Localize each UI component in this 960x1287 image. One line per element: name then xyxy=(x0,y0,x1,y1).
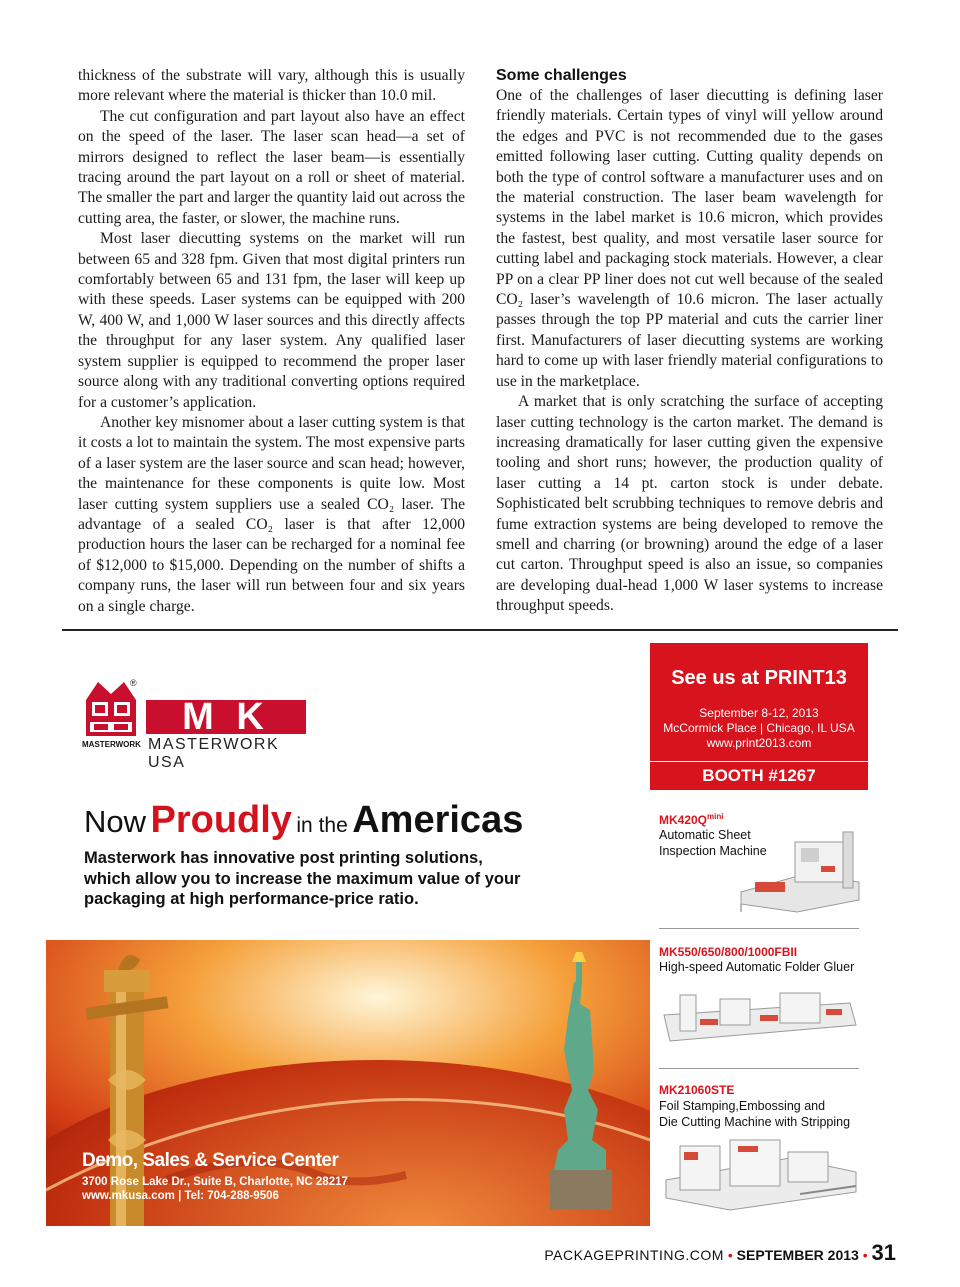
product-desc-line: Foil Stamping,Embossing and xyxy=(659,1099,826,1113)
headline-now: Now xyxy=(84,804,147,839)
paragraph: One of the challenges of laser diecutting is defining laser friendly materials. Certain types of vinyl will yellow around the edges and PVC is not recommended due to the gases emitted following laser cutting. Cutting quality depends on both the type of control software a manufacturer uses and on the material construction. The laser beam wavelength for systems in the label market is 10.6 micron, which provides the fastest, best quality, and most versatile laser source for cutting label and packaging stock materials. However, a clear PP on a clear PP liner does not cut well because of the sealed CO₂ laser’s wavelength of 10.6 micron. The laser actually passes through the top PP material and cuts the carrier liner first. Manufacturers of laser diecutting systems are working hard to come up with laser friendly material configurations to use in the marketplace. xyxy=(496,87,883,390)
demo-center-contact: www.mkusa.com | Tel: 704-288-9506 xyxy=(82,1190,279,1202)
logo-wordmark: M K xyxy=(146,700,306,734)
die-cutting-machine-image xyxy=(660,1132,860,1212)
ad-headline xyxy=(84,798,523,850)
page-number: 31 xyxy=(871,1240,896,1265)
print13-url: www.print2013.com xyxy=(706,736,812,750)
paragraph: Another key misnomer about a laser cutting system is that it costs a lot to maintain the system. The most expensive parts of a laser system are the laser source and scan head; however, the maintenance for these components is quite low. Most laser cutting system suppliers use a sealed CO₂ laser. The advantage of a sealed CO₂ laser is that after 12,000 production hours the laser can be recharged for a nominal fee of $12,000 to $15,000. Depending on the number of shifts a company runs, the laser will run between four and six years on a single charge. xyxy=(78,413,465,615)
article-column-left xyxy=(78,66,465,617)
product-desc-line: Die Cutting Machine with Stripping xyxy=(659,1114,851,1129)
registered-mark: ® xyxy=(130,678,137,688)
product-model xyxy=(659,945,797,959)
headline-in-the: in the xyxy=(296,814,348,837)
product-desc-line: Automatic Sheet xyxy=(659,828,751,842)
masterwork-logo xyxy=(82,678,322,771)
product-model xyxy=(659,812,723,827)
page-footer xyxy=(544,1240,896,1266)
inspection-machine-image xyxy=(735,822,865,914)
paragraph: Most laser diecutting systems on the market will run between 65 and 328 fpm. Given that most digital printers run comfortably between 65 and 131 fpm, the laser will keep up with these speeds. Laser systems can be equipped with 200 W, 400 W, and 1,000 W laser sources and this directly affects the throughput for any laser system. Any qualified laser system supplier is equipped to recommend the proper laser source along with any traditional converting options required for a customer’s application. xyxy=(78,230,465,411)
product-desc-line: High-speed Automatic Folder Gluer xyxy=(659,960,855,974)
folder-gluer-image xyxy=(660,985,860,1055)
headline-americas: Americas xyxy=(352,799,524,841)
article-column-right xyxy=(496,66,883,617)
footer-issue: SEPTEMBER 2013 xyxy=(736,1247,859,1263)
product-model-text: MK550/650/800/1000FBII xyxy=(659,945,798,959)
product-description xyxy=(659,960,869,976)
footer-bullet: • xyxy=(862,1247,868,1263)
product-model xyxy=(659,1083,734,1097)
product-model-text: MK21060STE xyxy=(659,1083,735,1097)
demo-center-title: Demo, Sales & Service Center xyxy=(82,1150,339,1171)
booth-banner: BOOTH #1267 xyxy=(650,762,868,790)
paragraph: A market that is only scratching the surface of accepting laser cutting technology is the carton market. The demand is increasing dramatically for laser cutting given the expensive tooling and short runs; however, the production quality of laser cutting a 14 pt. carton stock is under debate. Sophisticated belt scrubbing techniques to remove debris and fume extraction systems are being developed to remove the smell and charring (or browning) around the edge of a laser cut carton. Throughput speed is also an issue, so companies are developing dual-head 1,000 W laser systems to increase throughput speeds. xyxy=(496,393,883,615)
article-ad-divider xyxy=(62,629,898,631)
product-model-text: MK420Q xyxy=(659,813,708,827)
paragraph: The cut configuration and part layout also have an effect on the speed of the laser. The laser scan head—a set of mirrors designed to reflect the laser beam—is essentially tracing around the part layout on a roll or sheet of material. The smaller the part and larger the quantity laid out across the cutting area, the faster, or slower, the machine runs. xyxy=(78,107,465,227)
product-desc-line: Inspection Machine xyxy=(659,843,767,858)
headline-proudly: Proudly xyxy=(150,799,292,841)
print13-dates: September 8-12, 2013 xyxy=(699,706,819,720)
print13-banner xyxy=(650,643,868,761)
logo-subtitle: MASTERWORK USA xyxy=(148,736,280,771)
print13-venue: McCormick Place | Chicago, IL USA xyxy=(663,721,855,735)
product-separator xyxy=(659,1068,859,1069)
footer-site: PACKAGEPRINTING.COM xyxy=(544,1247,724,1263)
demo-center-address: 3700 Rose Lake Dr., Suite B, Charlotte, NC 28217 xyxy=(82,1176,348,1188)
print13-title: See us at PRINT13 xyxy=(671,667,847,689)
paragraph: thickness of the substrate will vary, although this is usually more relevant where the material is thicker than 10.0 mil. xyxy=(78,67,465,105)
section-subhead: Some challenges xyxy=(496,67,627,84)
ad-tagline: Masterwork has innovative post printing solutions, which allow you to increase the maximum value of your packaging at high performance-price ratio. xyxy=(84,849,521,908)
product-separator xyxy=(659,928,859,929)
footer-bullet: • xyxy=(727,1247,733,1263)
product-model-sup: mini xyxy=(707,812,724,821)
logo-small-text: MASTERWORK xyxy=(82,740,141,749)
product-description xyxy=(659,1099,869,1130)
